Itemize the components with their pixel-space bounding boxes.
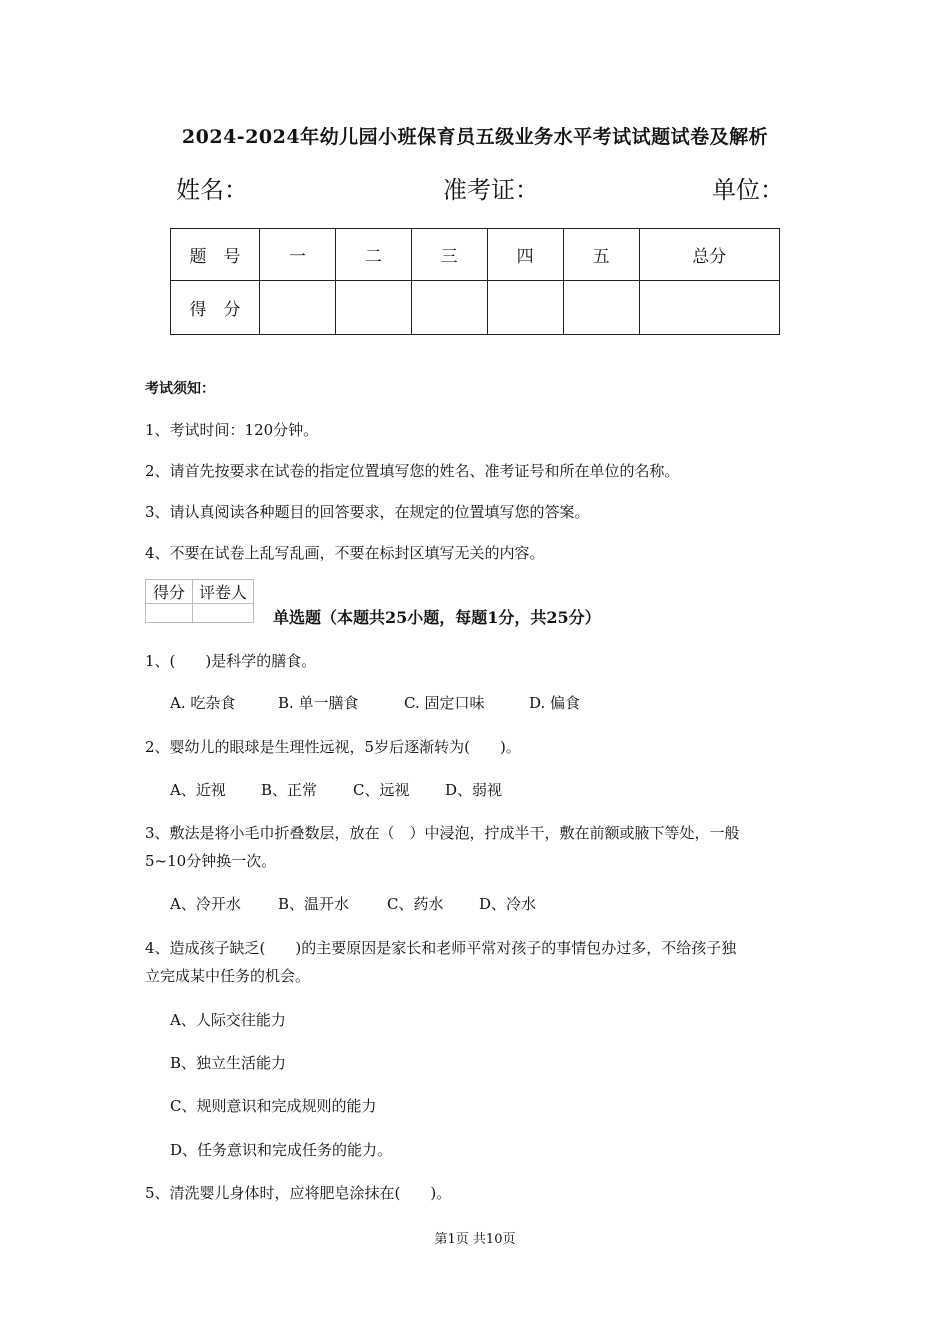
question-stem: 5、清洗婴儿身体时，应将肥皂涂抹在( )。 [145, 1184, 452, 1202]
question-stem-continued: 5~10分钟换一次。 [145, 852, 277, 870]
score-input-cell[interactable] [411, 281, 487, 335]
question-option[interactable]: B、正常 [261, 781, 318, 799]
score-table-cell: 二 [335, 229, 411, 281]
question-option[interactable]: D、弱视 [445, 781, 503, 799]
score-table-cell: 题 号 [171, 229, 260, 281]
grader-box-score-label: 得分 [146, 580, 193, 604]
score-input-cell[interactable] [335, 281, 411, 335]
exam-id-field-label: 准考证： [443, 176, 539, 204]
score-table-cell: 四 [487, 229, 563, 281]
question-stem: 2、婴幼儿的眼球是生理性远视，5岁后逐渐转为( )。 [145, 738, 521, 756]
score-input-cell[interactable] [260, 281, 336, 335]
page-footer: 第1页 共10页 [434, 1232, 516, 1247]
score-table-cell: 总分 [639, 229, 779, 281]
question-option[interactable]: A. 吃杂食 [170, 694, 236, 712]
question-stem-continued: 立完成某中任务的机会。 [145, 967, 311, 985]
question-option[interactable]: A、近视 [170, 781, 226, 799]
score-input-cell[interactable] [639, 281, 779, 335]
score-table-cell: 三 [411, 229, 487, 281]
question-option[interactable]: C、远视 [353, 781, 410, 799]
question-option[interactable]: B、温开水 [278, 895, 350, 913]
grader-box-score-cell[interactable] [146, 604, 193, 623]
note-item: 1、考试时间：120分钟。 [145, 421, 319, 439]
question-option[interactable]: B、独立生活能力 [170, 1054, 287, 1072]
unit-field-label: 单位： [712, 176, 784, 204]
question-option[interactable]: A、人际交往能力 [170, 1011, 286, 1029]
document-title: 2024-2024年幼儿园小班保育员五级业务水平考试试题试卷及解析 [181, 126, 769, 148]
grader-box [145, 579, 254, 623]
question-option[interactable]: A、冷开水 [170, 895, 241, 913]
score-table-cell: 得 分 [171, 281, 260, 335]
notes-heading: 考试须知： [145, 381, 215, 397]
question-option[interactable]: C、药水 [387, 895, 444, 913]
question-option[interactable]: D、冷水 [479, 895, 537, 913]
question-option[interactable]: D. 偏食 [529, 694, 581, 712]
question-option[interactable]: C、规则意识和完成规则的能力 [170, 1097, 377, 1115]
grader-box-grader-label: 评卷人 [193, 580, 254, 604]
question-option[interactable]: C. 固定口味 [404, 694, 485, 712]
score-table [170, 228, 780, 335]
score-input-cell[interactable] [563, 281, 639, 335]
note-item: 2、请首先按要求在试卷的指定位置填写您的姓名、准考证号和所在单位的名称。 [145, 462, 680, 480]
question-stem: 3、敷法是将小毛巾折叠数层，放在（ ）中浸泡，拧成半干，敷在前额或腋下等处，一般 [145, 824, 740, 842]
note-item: 4、不要在试卷上乱写乱画，不要在标封区填写无关的内容。 [145, 544, 545, 562]
question-stem: 1、( )是科学的膳食。 [145, 652, 317, 670]
score-table-score-row [171, 281, 780, 335]
question-option[interactable]: D、任务意识和完成任务的能力。 [170, 1141, 393, 1159]
score-table-cell: 五 [563, 229, 639, 281]
question-stem: 4、造成孩子缺乏( )的主要原因是家长和老师平常对孩子的事情包办过多，不给孩子独 [145, 939, 737, 957]
score-input-cell[interactable] [487, 281, 563, 335]
question-option[interactable]: B. 单一膳食 [278, 694, 359, 712]
grader-box-grader-cell[interactable] [193, 604, 254, 623]
name-field-label: 姓名： [176, 176, 248, 204]
score-table-header-row [171, 229, 780, 281]
note-item: 3、请认真阅读各种题目的回答要求，在规定的位置填写您的答案。 [145, 503, 590, 521]
score-table-cell: 一 [260, 229, 336, 281]
section-heading: 单选题（本题共25小题，每题1分，共25分） [273, 608, 601, 627]
